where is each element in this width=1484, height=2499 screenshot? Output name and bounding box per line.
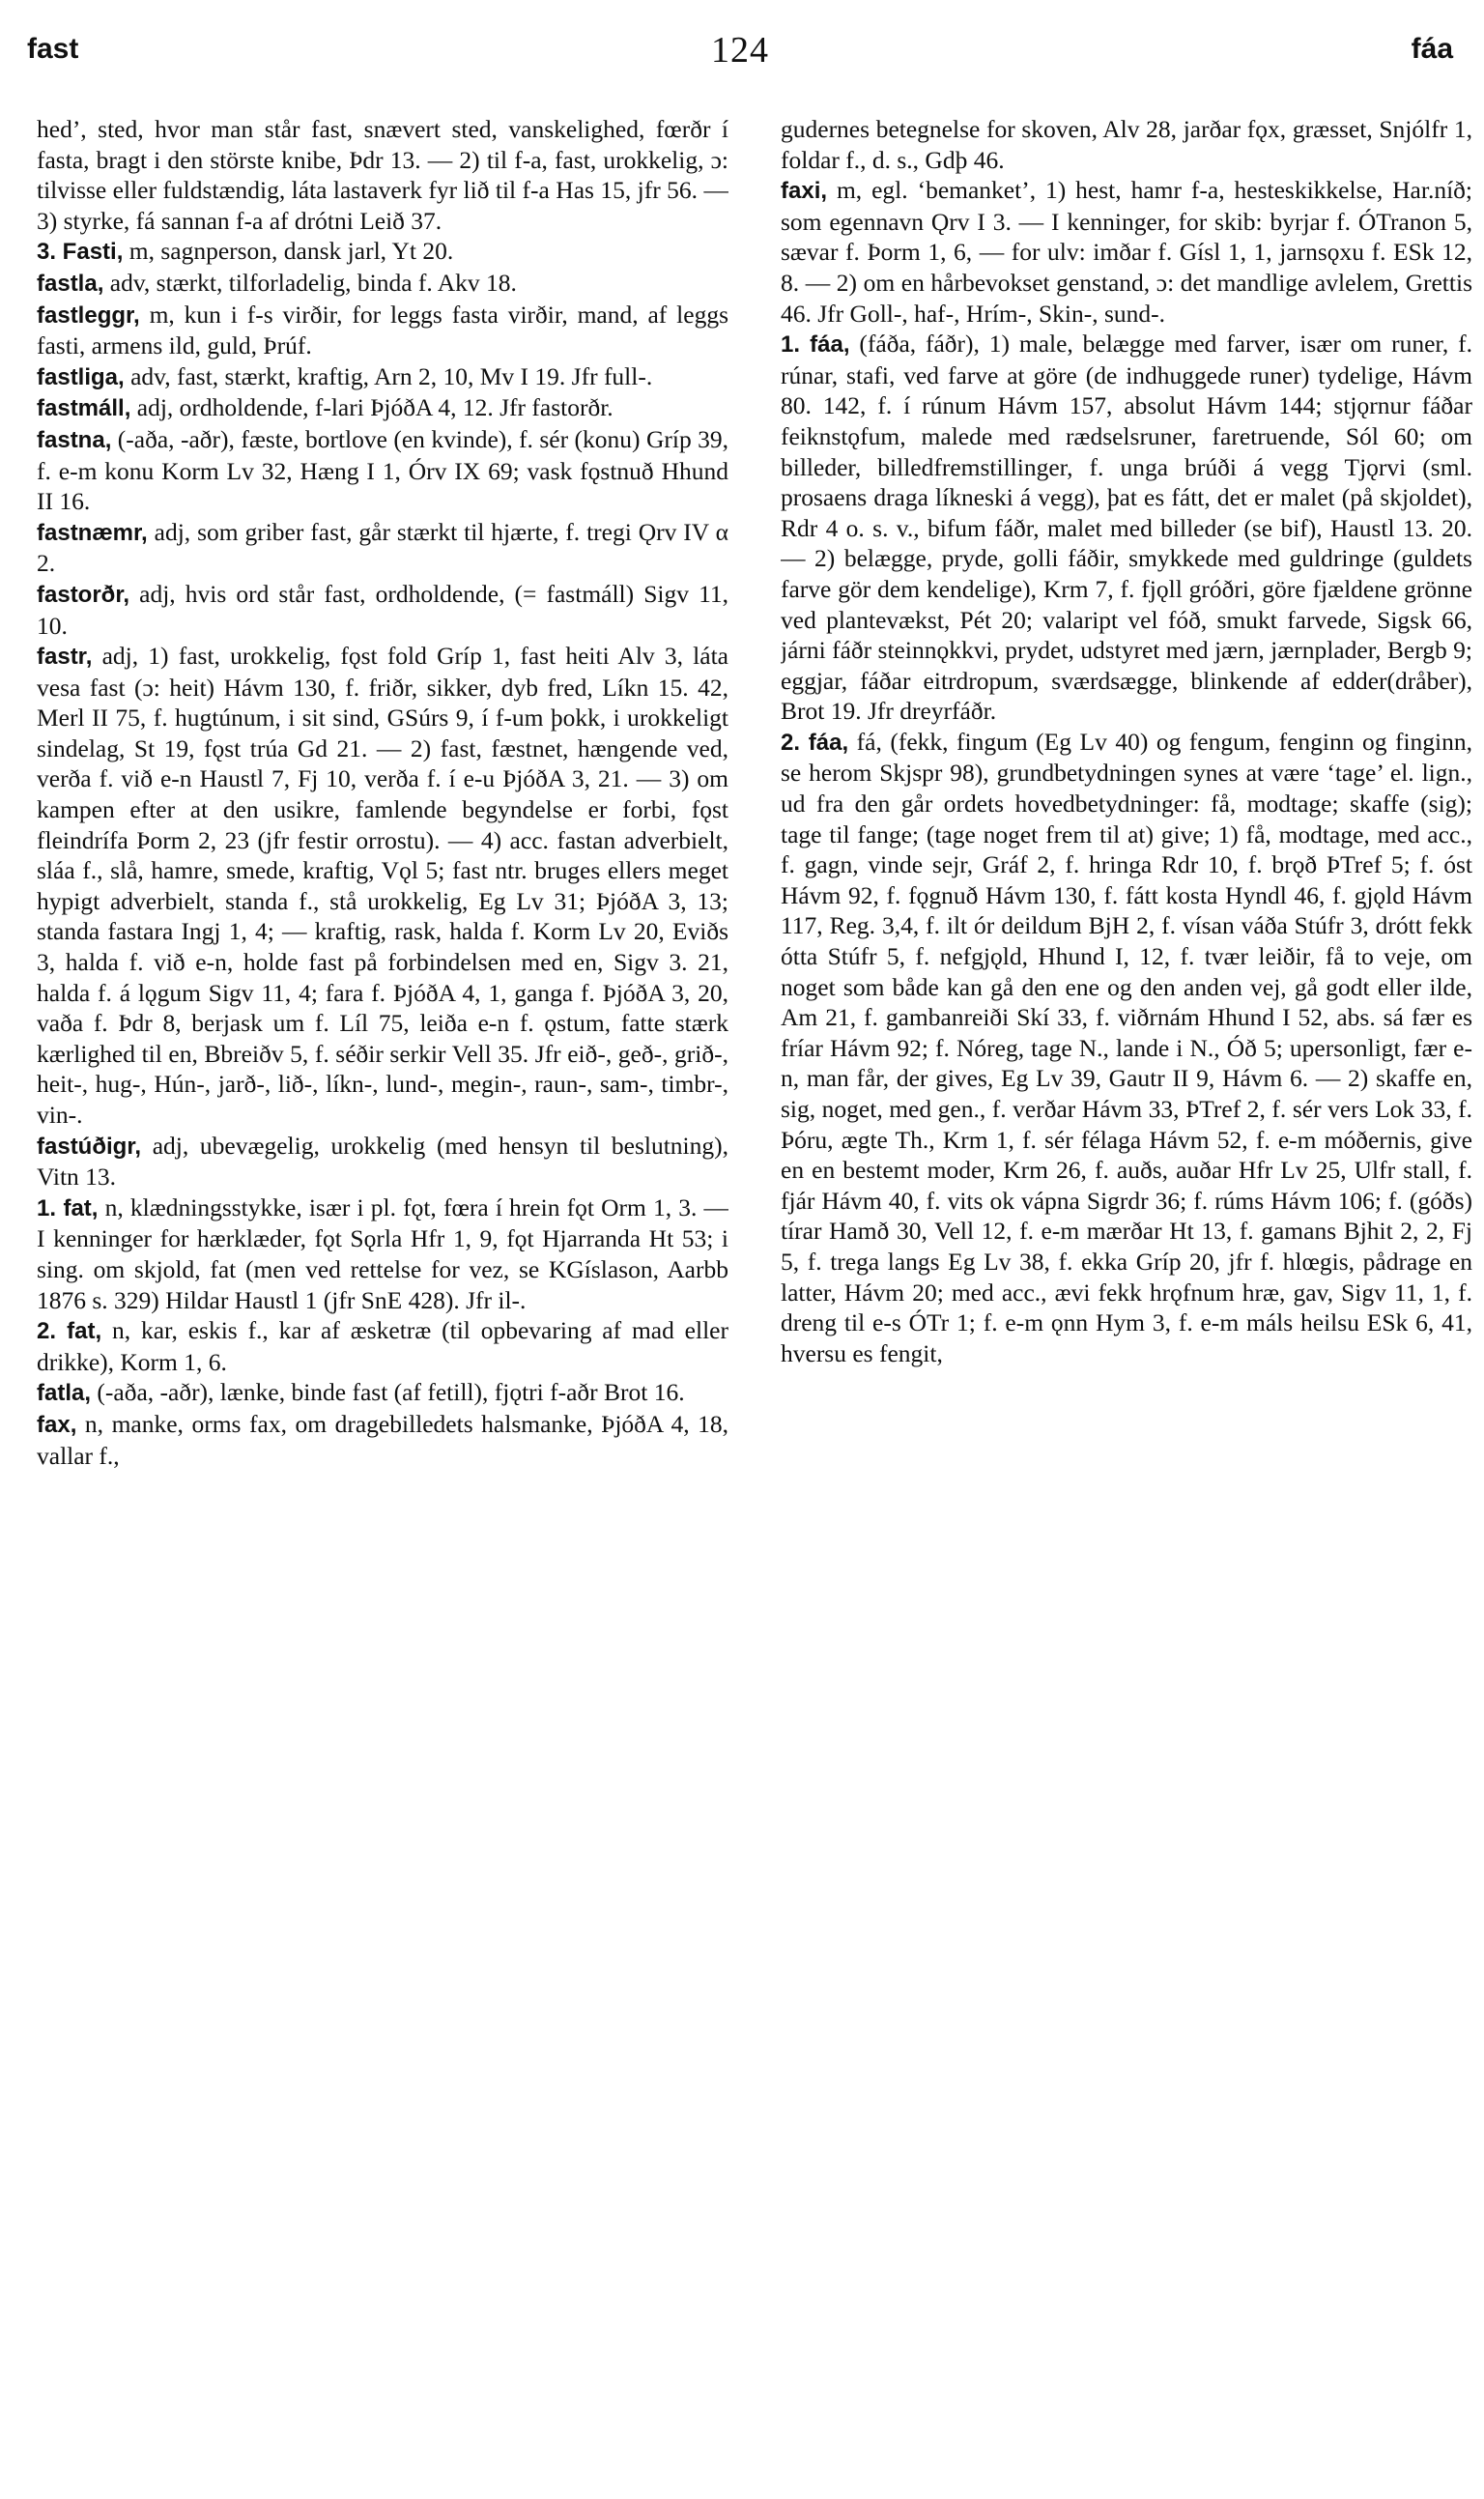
dictionary-entry xyxy=(37,268,728,300)
entry-text: m, egl. ‘bemanket’, 1) hest, hamr f-a, hesteskikkelse, Har.níð; som egennavn Ǫrv I 3. — I kenninger, for skib: byrjar f. ÓTranon 5, sævar f. Þorm 1, 6, — for ulv: imðar f. Gísl 1, 1, jarnsǫxu f. ESk 12, 8. — 2) om en hårbevokset genstand, ɔ: det mandlige avlelem, Grettis 46. Jfr Goll-, haf-, Hrím-, Skin-, sund-. xyxy=(781,176,1472,328)
entry-headword: 1. fat, xyxy=(37,1194,99,1221)
dictionary-entry xyxy=(781,329,1472,727)
entry-headword: fatla, xyxy=(37,1380,92,1407)
entry-headword: fastla, xyxy=(37,270,104,297)
entry-text: adj, 1) fast, urokkelig, fǫst fold Gríp 1, fast heiti Alv 3, láta vesa fast (ɔ: heit) Hávm 130, f. friðr, sikker, dyb fred, Líkn 15. 42, Merl II 75, f. hugtúnum, i sit sind, GSúrs 9, í f-um þokk, i urokkeligt sindelag, St 19, fǫst trúa Gd 21. — 2) fast, fæstnet, hængende ved, verða f. við e-n Haustl 7, Fj 10, verða f. í e-u ÞjóðA 3, 21. — 3) om kampen efter at den usikre, famlende begyndelse er forbi, fǫst fleindrífa Þorm 2, 23 (jfr festir orrostu). — 4) acc. fastan adverbielt, sláa f., slå, hamre, smede, kraftig, Vǫl 5; fast ntr. bruges ellers meget hypigt adverbielt, standa f., stå urokkelig, Eg Lv 31; ÞjóðA 3, 13; standa fastara Ingj 1, 4; — kraftig, rask, halda f. Korm Lv 20, Eviðs 3, halda f. við e-n, holde fast på forbindelsen med en, Sigv 3. 21, halda f. á lǫgum Sigv 11, 4; fara f. ÞjóðA 4, 1, ganga f. ÞjóðA 3, 20, vaða f. Þdr 8, berjask um f. Líl 75, leiða e-n f. ǫstum, fatte stærk kærlighed til en, Bbreiðv 5, f. séðir serkir Vell 35. Jfr eið-, geð-, grið-, heit-, hug-, Hún-, jarð-, lið-, líkn-, lund-, megin-, raun-, sam-, timbr-, vin-. xyxy=(37,642,728,1129)
entry-text: m, sagnperson, dansk jarl, Yt 20. xyxy=(128,237,454,266)
entry-headword: fastliga, xyxy=(37,363,125,390)
entry-text: gudernes betegnelse for skoven, Alv 28, jarðar fǫx, græsset, Snjólfr 1, foldar f., d. s., Gdþ 46. xyxy=(781,115,1472,174)
entry-text: (fáða, fáðr), 1) male, belægge med farver, især om runer, f. rúnar, stafi, ved farve at göre (de indhuggede runer) tydelige, Hávm 80. 142, f. í rúnum Hávm 157, absolut Hávm 144; stjǫrnur fáðar feiknstǫfum, malede med rædselsruner, faretruende, Sól 60; om billeder, billedfremstillinger, f. unga brúði á vegg Tjǫrvi (sml. prosaens draga líkneski á vegg), þat es fátt, det er malet (på skjoldet), Rdr 4 o. s. v., bifum fáðr, malet med billeder (se bif), Haustl 13. 20. — 2) belægge, pryde, golli fáðir, smykkede med guldringe (guldets farve gör dem kendelige), Krm 7, f. fjǫll gróðri, göre fjældene grönne ved plantevækst, Pét 20; valaript vel fóð, smukt farvede, Sigsk 66, járni fáðr steinnǫkkvi, prydet, udstyret med jærn, jærnplader, Bergb 9; eggjar, fáðar eitrdropum, sværdsægge, blinkende af edder(dråber), Brot 19. Jfr dreyrfáðr. xyxy=(781,330,1472,726)
entry-text: n, kar, eskis f., kar af æsketræ (til opbevaring af mad eller drikke), Korm 1, 6. xyxy=(37,1316,728,1376)
dictionary-entry xyxy=(37,517,728,579)
entry-text: adv, fast, stærkt, kraftig, Arn 2, 10, Mv I 19. Jfr full-. xyxy=(130,361,653,390)
dictionary-entry xyxy=(37,424,728,517)
entry-headword: 3. Fasti, xyxy=(37,239,124,266)
entry-text: n, manke, orms fax, om dragebilledets halsmanke, ÞjóðA 4, 18, vallar f., xyxy=(37,1409,728,1470)
entry-text: (-aða, -aðr), fæste, bortlove (en kvinde), f. sér (konu) Gríp 39, f. e-m konu Korm Lv 32, Hæng I 1, Órv IX 69; vask fǫstnuð Hhund II 16. xyxy=(37,424,728,516)
entry-headword: fastna, xyxy=(37,426,112,453)
dictionary-entry xyxy=(37,579,728,641)
dictionary-entry xyxy=(37,392,728,424)
dictionary-entry xyxy=(37,1377,728,1409)
entry-headword: fastúðigr, xyxy=(37,1133,142,1160)
dictionary-entry xyxy=(37,300,728,361)
page-header xyxy=(27,30,1453,91)
dictionary-entry xyxy=(37,641,728,1131)
left-column xyxy=(37,114,728,2472)
entry-headword: fastmáll, xyxy=(37,395,131,422)
page-number: 124 xyxy=(711,30,769,71)
entry-text: adj, som griber fast, går stærkt til hjærte, f. tregi Ǫrv IV α 2. xyxy=(37,517,728,578)
entry-headword: 2. fat, xyxy=(37,1318,102,1345)
entry-text: adj, hvis ord står fast, ordholdende, (= fastmáll) Sigv 11, 10. xyxy=(37,579,728,640)
dictionary-entry xyxy=(781,114,1472,175)
dictionary-entry xyxy=(37,1192,728,1315)
entry-text: adv, stærkt, tilforladelig, binda f. Akv 18. xyxy=(109,268,517,297)
running-head-right: fáa xyxy=(1411,33,1453,65)
entry-text: adj, ordholdende, f-lari ÞjóðA 4, 12. Jfr fastorðr. xyxy=(136,393,614,422)
entry-headword: fastnæmr, xyxy=(37,519,148,546)
right-column xyxy=(781,114,1472,2472)
entry-headword: faxi, xyxy=(781,178,828,205)
entry-headword: fastr, xyxy=(37,644,93,671)
entry-text: hed’, sted, hvor man står fast, snævert sted, vanskelighed, fœrðr í fasta, bragt i den störste knibe, Þdr 13. — 2) til f-a, fast, urokkelig, ɔ: tilvisse eller fuldstændig, láta lastaverk fyr lið til f-a Has 15, jfr 56. — 3) styrke, fá sannan f-a af drótni Leið 37. xyxy=(37,115,728,235)
entry-headword: fastorðr, xyxy=(37,581,130,608)
dictionary-entry xyxy=(37,236,728,268)
dictionary-entry xyxy=(37,1131,728,1192)
running-head-left: fast xyxy=(27,33,79,65)
entry-text: (-aða, -aðr), lænke, binde fast (af fetill), fjǫtri f-aðr Brot 16. xyxy=(97,1378,685,1407)
entry-headword: fax, xyxy=(37,1411,77,1438)
entry-text: m, kun i f-s virðir, for leggs fasta virðir, mand, af leggs fasti, armens ild, guld, Þrúf. xyxy=(37,300,728,360)
entry-text: fá, (fekk, fingum (Eg Lv 40) og fengum, fenginn og finginn, se herom Skjspr 98), grundbetydningen synes at være ‘tage’ el. lign., ud fra den går ordets hovedbetydninger: få, modtage; skaffe (sig); tage til fange; (tage noget frem til at) give; 1) få, modtage, med acc., f. gagn, vinde sejr, Gráf 2, f. hringa Rdr 10, f. brǫð ÞTref 5; f. óst Hávm 92, f. fǫgnuð Hávm 130, f. fátt kosta Hyndl 46, f. gjǫld Hávm 117, Reg. 3,4, f. ilt ór deildum BjH 2, f. vísan váða Stúfr 3, drótt fekk ótta Stúfr 5, f. nefgjǫld, Hhund I, 12, f. tvær leiðir, få to veje, om noget som både kan gå den ene og den anden vej, gå godt eller ilde, Am 21, f. gambanreiði Skí 33, f. viðrnám Hhund I 52, abs. sá fær es fríar Hávm 92; f. Nóreg, tage N., lande i N., Óð 5; upersonligt, fær e-n, man får, der gives, Eg Lv 39, Gautr II 9, Hávm 6. — 2) skaffe en, sig, noget, med gen., f. verðar Hávm 33, ÞTref 2, f. sér vers Lok 33, f. Þóru, ægte Th., Krm 1, f. sér félaga Hávm 52, f. e-m móðernis, give en en bestemt moder, Krm 26, f. auðs, auðar Hfr Lv 25, Ulfr stall, f. fjár Hávm 40, f. vits ok vápna Sigrdr 36; f. rúms Hávm 106; f. (góðs) tírar Hamð 30, Vell 12, f. e-m mærðar Ht 13, f. gamans Bjhit 2, 2, Fj 5, f. trega langs Eg Lv 38, f. ekka Gríp 20, jfr f. hlœgis, pådrage en latter, Hávm 20; med acc., ævi fekk hrǫfnum hræ, gav, Sigv 11, 1, f. dreng til e-s ÓTr 1; f. e-m ǫnn Hym 3, f. e-m máls heilsu ESk 6, 41, hversu es fengit, xyxy=(781,727,1472,1367)
dictionary-entry xyxy=(37,361,728,393)
entry-text: n, klædningsstykke, især i pl. fǫt, fœra í hrein fǫt Orm 1, 3. — I kenninger for hærklæder, fǫt Sǫrla Hfr 1, 9, fǫt Hjarranda Ht 53; i sing. om skjold, fat (men ved rettelse for vez, se KGíslason, Aarbb 1876 s. 329) Hildar Haustl 1 (jfr SnE 428). Jfr il-. xyxy=(37,1192,728,1314)
entry-headword: fastleggr, xyxy=(37,302,140,329)
dictionary-entry xyxy=(781,727,1472,1368)
dictionary-entry xyxy=(781,175,1472,329)
dictionary-entry xyxy=(37,1315,728,1377)
dictionary-entry xyxy=(37,114,728,236)
dictionary-entry xyxy=(37,1409,728,1471)
entry-headword: 1. fáa, xyxy=(781,331,850,359)
entry-text: adj, ubevægelig, urokkelig (med hensyn til beslutning), Vitn 13. xyxy=(37,1131,728,1192)
entry-headword: 2. fáa, xyxy=(781,729,849,756)
